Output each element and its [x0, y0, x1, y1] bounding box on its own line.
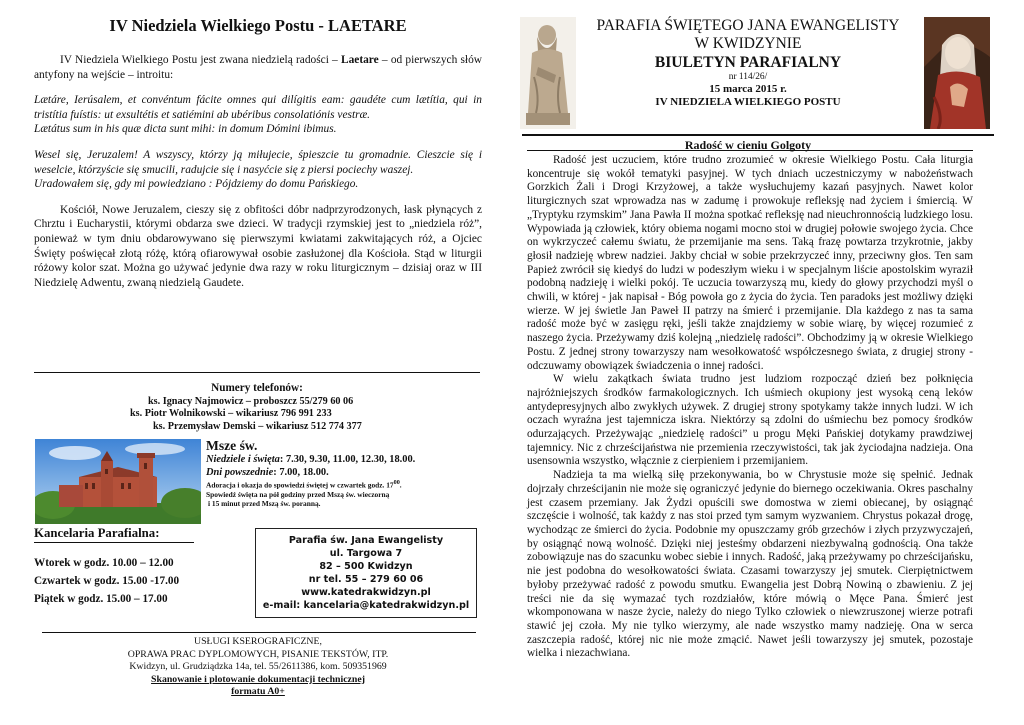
article-paragraph: Radość jest uczuciem, które trudno zrozumieć w okresie Wielkiego Postu. Cała liturgia koncentruje się wokół tematyki pasyjnej. W tych dniach uczestniczymy w nabożeństwach Gorzkich Żali i Drogi Krzyżowej, a także wysłuchujemy kazań pasyjnych. Nawet kolor liturgicznych szat wprowadza nas w zadumę i prowokuje refleksję nad życiem i śmiercią. W „Tryptyku rzymskim” Jana Pawła II można spotkać refleksję nad nieuchronnością ludzkiego losu. Wypowiada ją człowiek, który obiema nogami mocno stoi w drugiej połowie swojego życia. Chce on wykrzyczeć całemu światu, że przemijanie ma sens. Taką frazę powtarza trzykrotnie, jakby głosił nadzieję wbrew nadziei. Jakby chciał w sobie przekrzyczeć inny, przeciwny głos. Ten sam Papież zwrócił się kiedyś do ludzi w podeszłym wieku i w specjalnym liście apostolskim wyraził podobną nadzieję i wielki pokój. Te uczucia towarzyszą mu, kiedy do głowy przychodzi myśl o chwili, w której - jak napisał - Bóg powoła go z życia do życia. Ten paradoks jest możliwy dzięki wierze. W jej świetle Jan Paweł II patrzy na śmierć i przemijanie. Dla każdego z nas ta sama radość może być w zasięgu ręki, jeśli także znajdziemy w sobie wiarę, by więcej rozumieć z naszego życia. Przeżywamy dziś kolejną „niedzielę radości”. Obchodzimy ją w okresie Wielkiego Postu. Z jednej strony towarzyszy nam wesołkowatość współczesnego świata, z drugiej strony - odczuwamy obowiązek świadczenia o innej radości.: [527, 154, 973, 372]
parish-city: W KWIDZYNIE: [694, 35, 802, 52]
intro-text: IV Niedziela Wielkiego Postu jest zwana niedzielą radości –: [60, 54, 341, 66]
laetare-paragraph: Kościół, Nowe Jeruzalem, cieszy się z obfitości dóbr nadprzyrodzonych, łask płynących z Chrztu i Eucharystii, którymi obdarza swe dzieci. W tradycji rzymskiej jest to „niedziela róż”, ponieważ w tym dniu obdarowywano się pierwszymi kwiatami zakwitających róż, a Ojciec Święty poświęcał złotą różę, którą ofiarowywał osobie zasłużonej dla Kościoła. Stąd w liturgii różowy kolor szat. Można go używać jedynie dwa razy w roku liturgicznym – dzisiaj oraz w III Niedzielę Adwentu, zwaną niedzielą Gaudete.: [34, 203, 482, 289]
left-column: [34, 14, 482, 290]
services-ad: [34, 636, 482, 699]
office-hours: Wtorek w godz. 10.00 – 12.00: [34, 557, 174, 569]
article-title-underline: [527, 150, 973, 151]
address-line: Parafia św. Jana Ewangelisty: [288, 535, 444, 546]
left-title: IV Niedziela Wielkiego Postu - LAETARE: [109, 16, 407, 35]
sunday-name: IV NIEDZIELA WIELKIEGO POSTU: [655, 96, 841, 108]
article-body: [527, 154, 973, 661]
polish-antiphon: Wesel się, Jeruzalem! A wszyscy, którzy ją miłujecie, śpieszcie tu gromadnie. Cieszcie się i weselcie, którzyście się smucili, radujcie się i nasyćcie się z piersi pociechy waszej.: [34, 148, 482, 176]
header-divider: [522, 134, 994, 136]
saint-painting-image: [924, 17, 990, 129]
phone-line: ks. Przemysław Demski – wikariusz 512 774 377: [153, 420, 362, 432]
parish-office: [34, 524, 244, 608]
mass-schedule: [206, 438, 482, 509]
adoration-note: [206, 479, 482, 490]
parish-name: PARAFIA ŚWIĘTEGO JANA EWANGELISTY: [596, 17, 900, 34]
phone-line: ks. Ignacy Najmowicz – proboszcz 55/279 60 06: [148, 395, 354, 407]
adoration-text: Adoracja i okazja do spowiedzi świętej w czwartek godz. 17: [206, 480, 394, 490]
laetare-word: Laetare: [340, 54, 379, 66]
phone-line: ks. Piotr Wolnikowski – wikariusz 796 991 233: [130, 408, 332, 420]
sunday-times: : 7.30, 9.30, 11.00, 12.30, 18.00.: [279, 454, 416, 465]
services-line: OPRAWA PRAC DYPLOMOWYCH, PISANIE TEKSTÓW, ITP.: [127, 648, 389, 660]
weekday-masses: [206, 466, 482, 479]
services-line: USŁUGI KSEROGRAFICZNE,: [194, 636, 322, 647]
bulletin-header: [578, 17, 918, 109]
issue-date: 15 marca 2015 r.: [709, 83, 787, 95]
adoration-minutes: 00: [393, 480, 400, 486]
bulletin-title: BIULETYN PARAFIALNY: [654, 54, 842, 71]
parish-address-box: [255, 528, 477, 618]
address-line: nr tel. 55 – 279 60 06: [308, 574, 424, 586]
services-scanning: Skanowanie i plotowanie dokumentacji technicznej: [151, 673, 365, 685]
office-hours: Czwartek w godz. 15.00 -17.00: [34, 575, 180, 587]
article-paragraph: W wielu zakątkach świata trudno jest ludziom rozpocząć dzień bez połknięcia najróżniejszych środków farmakologicznych. Ich uśmiech okupiony jest wysoką ceną leków antydepresyjnych albo zwykłych używek. Z drugiej strony spotykamy także innych ludzi. W ich oczach wyraźna jest tajemnicza iskra. Niektórzy są zdolni do uśmiechu bez pomocy środków odurzających. Przeżywając „niedzielę radości” u progu Męki Pańskiej dotykamy prawdziwej tajemnicy. Nic z chrześcijaństwa nie przemienia rzeczywistości, tak jak życiodajna nadzieja. Ona usensownia wszystko, włącznie z cierpieniem i przemijaniem.: [527, 373, 973, 468]
sunday-masses: [206, 453, 482, 466]
weekday-label: Dni powszednie: [206, 467, 274, 478]
weekday-times: : 7.00, 18.00.: [273, 467, 329, 478]
latin-antiphon: Lætáre, Ierúsalem, et convéntum fácite omnes qui dilígitis eam: gaudéte cum lætítia, qui in tristítia fuístis: ut exsultétis et satiémini ab ubéribus consolatiónis vestræ.: [34, 94, 482, 121]
address-line: 82 – 500 Kwidzyn: [319, 561, 413, 573]
issue-number: nr 114/26/: [728, 72, 768, 82]
address-line: ul. Targowa 7: [329, 548, 403, 560]
latin-antiphon-verse: Lætátus sum in his quæ dicta sunt mihi: in domum Dómini ibimus.: [34, 123, 337, 136]
bottom-divider: [42, 632, 476, 633]
adoration-dot: .: [399, 480, 402, 490]
phone-numbers: [34, 382, 480, 433]
polish-antiphon-verse: Uradowałem się, gdy mi powiedziano : Pójdziemy do domu Pańskiego.: [34, 178, 359, 191]
services-address: Kwidzyn, ul. Grudziądzka 14a, tel. 55/2611386, kom. 509351969: [129, 661, 387, 673]
sunday-label: Niedziele i święta: [206, 454, 280, 465]
intro-paragraph: [34, 53, 482, 82]
office-heading: Kancelaria Parafialna:: [34, 526, 194, 543]
mass-heading: Msze św.: [206, 438, 258, 453]
confession-note-2: i 15 minut przed Mszą św. poranną.: [208, 499, 321, 509]
phones-heading: Numery telefonów:: [211, 382, 303, 394]
email-link[interactable]: e-mail: kancelaria@katedrakwidzyn.pl: [262, 600, 470, 612]
services-format: formatu A0+: [231, 686, 285, 698]
office-hours: Piątek w godz. 15.00 – 17.00: [34, 593, 168, 605]
saint-statue-image: [520, 17, 576, 129]
article-paragraph: Nadzieja ta ma wielką siłę przekonywania, bo w Chrystusie może się spełnić. Jednak dojrzały chrześcijanin nie może się ograniczyć jedynie do biernego oczekiwania. Okres paschalny jest czasem przemiany. Jak Żydzi opuścili swe domostwa w ziemi obiecanej, by osiągnąć szczęście i wolność, tak każdy z nas stoi przed tym samym wyzwaniem. Chrystus pokazał drogę, wychodząc ze śmierci do życia. Podobnie my opuszczamy grób grzechów i złych przyzwyczajeń, by osiągnąć nową wolność. Dzięki niej jesteśmy obdarzeni niezbywalną godnością. Ona także zobowiązuje nas do szacunku wobec siebie i innych. Radość, jaką przeżywamy po chrześcijańsku, nie jest podobna do wesołkowatości świata. Czasami towarzyszy jej smutek. Cierpiętnictwem byłoby przeżywać radość z powodu smutku. Ewangelia jest Dobrą Nowiną o zbawieniu. Z jej treści nie da się wymazać tych rozdziałów, które mówią o Męce Pana. Śmierć jest wkomponowana w nasze życie, należy do niego Tylko człowiek o niewzruszonej wierze potrafi stawić jej czoła. My nie tylko wierzymy, ale nade wszystko mamy nadzieję. Ona w serca zaszczepia radość, której nic nie może zmącić. Nawet jeśli towarzyszy jej smutek, pozostaje wielka i niezachwiana.: [527, 469, 973, 660]
intro-text-end: – od pierwszych słów antyfony na wejście – introitu:: [34, 54, 482, 81]
website-link[interactable]: www.katedrakwidzyn.pl: [301, 587, 431, 599]
confession-note: Spowiedź święta na pół godziny przed Mszą św. wieczorną: [206, 489, 390, 499]
article-title: Radość w cieniu Golgoty: [684, 138, 812, 152]
left-divider: [34, 372, 480, 373]
castle-photo: [35, 439, 201, 524]
